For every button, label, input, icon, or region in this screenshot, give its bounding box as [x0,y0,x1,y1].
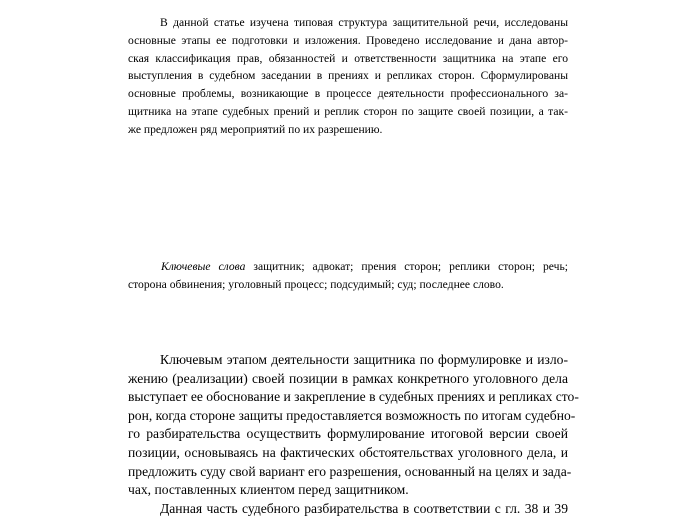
abstract-paragraph [128,14,568,139]
body-line: жению (реализации) своей позиции в рамках конкретного уголовного дела [128,370,568,386]
keywords-line [128,258,568,276]
body-line: позиции, основываясь на фактических обстоятельствах уголовного дела, и [128,444,568,460]
keywords-label: Ключевые слова [161,260,246,273]
keywords-paragraph [128,258,568,294]
abstract-line: основные этапы ее подготовки и изложения. Проведено исследование и дана автор- [128,33,568,47]
body-line: го разбирательства осуществить формулирование итоговой версии своей [128,426,568,442]
abstract-line: основные проблемы, возникающие в процессе деятельности профессионального за- [128,87,568,101]
keywords-line: сторона обвинения; уголовный процесс; подсудимый; суд; последнее слово. [128,277,504,291]
body-line: чах, поставленных клиентом перед защитником. [128,482,409,498]
body-paragraph [128,351,579,518]
body-line: Ключевым этапом деятельности защитника по формулировке и изло- [160,352,568,367]
abstract-line: ская классификация прав, обязанностей и ответственности защитника на этапе его [128,51,568,65]
body-line: рон, когда стороне защиты предоставляется возможность по итогам судебно- [128,407,576,423]
abstract-line: выступления в судебном заседании в прениях и репликах сторон. Сформулированы [128,69,568,83]
abstract-line: В данной статье изучена типовая структура защитительной речи, исследованы [160,16,568,29]
body-line: выступает ее обоснование и закрепление в судебных прениях и репликах сто- [128,389,579,405]
body-line: предложить суду свой вариант его разрешения, основанный на целях и задa- [128,463,572,479]
abstract-line: щитника на этапе судебных прений и реплик сторон по защите своей позиции, а так- [128,104,568,118]
abstract-line: же предложен ряд мероприятий по их разрешению. [128,122,383,136]
keywords-list-part1: защитник; адвокат; прения сторон; реплики сторон; речь; [245,260,568,273]
body-line: Данная часть судебного разбирательства в соответствии с гл. 38 и 39 [160,500,568,516]
